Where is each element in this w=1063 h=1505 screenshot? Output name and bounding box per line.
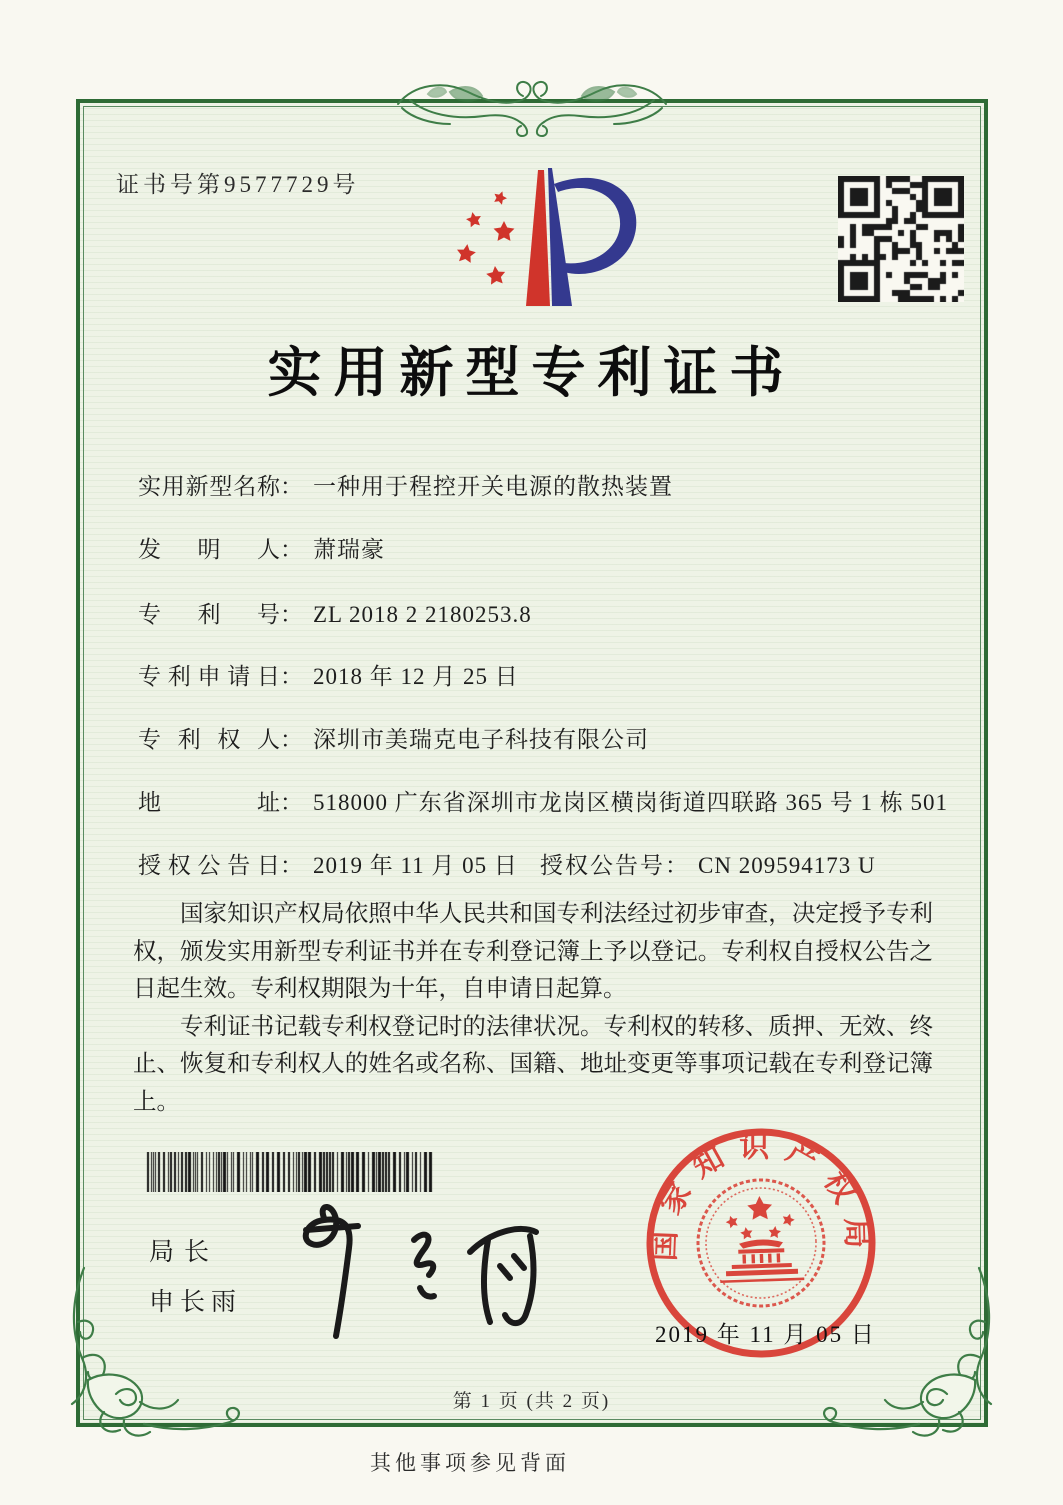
- director-title-label: 局长: [149, 1239, 220, 1266]
- barcode: [145, 1152, 437, 1192]
- field-colon: ：: [280, 853, 303, 878]
- back-side-note: 其他事项参见背面: [370, 1451, 570, 1475]
- field-colon: ：: [280, 790, 303, 815]
- seal-national-emblem-icon: [717, 1195, 804, 1283]
- field-colon: ：: [665, 853, 688, 878]
- legal-paragraph-1: 国家知识产权局依照中华人民共和国专利法经过初步审查，决定授予专利权，颁发实用新型专利证书并在专利登记簿上予以登记。专利权自授权公告之日起生效。专利权期限为十年，自申请日起算。: [133, 901, 933, 1002]
- seal-text: 国家知识产权局: [648, 1130, 874, 1263]
- certificate-number: 证书号第9577729号: [116, 172, 360, 197]
- field-value: 2018 年 12 月 25 日: [313, 664, 519, 689]
- field-label: 发明人: [138, 537, 280, 562]
- field-row-filing-date: [138, 658, 519, 691]
- field-label: 专利申请日: [138, 664, 280, 689]
- certificate-title: 实用新型专利证书: [267, 343, 796, 403]
- field-value: 深圳市美瑞克电子科技有限公司: [313, 727, 649, 752]
- field-value: 一种用于程控开关电源的散热装置: [313, 474, 673, 499]
- director-name: 申长雨: [149, 1289, 243, 1316]
- field-colon: ：: [280, 727, 303, 752]
- field-row-name: [138, 468, 673, 501]
- field-label: 专利权人: [138, 727, 280, 752]
- legal-text-block: [133, 896, 933, 1121]
- legal-paragraph-2: 专利证书记载专利权登记时的法律状况。专利权的转移、质押、无效、终止、恢复和专利权人的姓名或名称、国籍、地址变更等事项记载在专利登记簿上。: [133, 1013, 933, 1115]
- field-value: ZL 2018 2 2180253.8: [313, 602, 532, 627]
- field-value: 萧瑞豪: [313, 537, 385, 562]
- grant-number-pair: [540, 847, 876, 880]
- field-row-patentee: [138, 721, 649, 754]
- seal-date: 2019 年 11 月 05 日: [655, 1322, 876, 1347]
- field-colon: ：: [280, 537, 303, 562]
- field-label: 地址: [138, 790, 280, 815]
- field-value: 518000 广东省深圳市龙岗区横岗街道四联路 365 号 1 栋 501: [313, 790, 948, 815]
- field-colon: ：: [280, 664, 303, 689]
- field-label: 授权公告号: [540, 853, 665, 878]
- field-row-grant: [138, 847, 938, 880]
- field-colon: ：: [280, 602, 303, 627]
- field-label: 实用新型名称: [138, 474, 280, 499]
- field-colon: ：: [280, 474, 303, 499]
- field-row-patent-no: [138, 596, 532, 629]
- cnipa-logo-icon: [438, 158, 662, 322]
- page-number: 第 1 页 (共 2 页): [452, 1391, 611, 1412]
- field-row-inventor: [138, 531, 385, 564]
- qr-code: [838, 176, 964, 302]
- field-value: CN 209594173 U: [698, 853, 876, 878]
- field-value: 2019 年 11 月 05 日: [313, 853, 518, 878]
- field-label: 专利号: [138, 602, 280, 627]
- director-signature-icon: [262, 1196, 562, 1346]
- field-label: 授权公告日: [138, 853, 280, 878]
- field-row-address: [138, 784, 948, 817]
